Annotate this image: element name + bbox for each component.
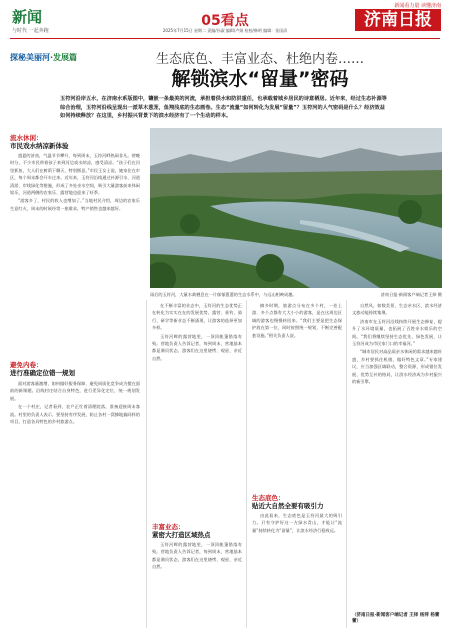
photo-caption xyxy=(150,292,442,298)
dateline: 2025年7月15日 星期二 责编/孙淑 编辑/卢娟 检校/修明 编辑：张国清 xyxy=(162,28,288,33)
section-title: 05看点 xyxy=(201,13,249,29)
section-subheading-3: 紧密大打造区域热点 xyxy=(152,531,211,539)
article-column-4 xyxy=(352,302,442,612)
brand-slogan: 新闻看力量 读懂济南 xyxy=(394,3,441,9)
article-paragraph: “城市居民对高品质亲水休闲的需求越来越旺盛，乡村要抓住机遇，做好特色文章。”专家建议，应当加强区域联动，整合资源，形成错位发展、优势互补的格局，让滨水经济成为乡村振兴的新引擎。 xyxy=(352,349,442,385)
article-paragraph: 自然风，如数美景，生态亲水区，滨水经济文旅动能持续集聚。 xyxy=(352,303,442,316)
column-tag-sub: ·发展篇 xyxy=(50,53,78,62)
logo-slogan: 与时代 一起奔跑 xyxy=(12,28,49,34)
brand-logo: 济南日报 xyxy=(355,9,441,31)
logo: 新闻 xyxy=(12,8,43,26)
article-column-3 xyxy=(252,302,342,487)
article-paragraph: 济南市在玉符河沿线持续开展生态修复，提升了水环境质量，也拓展了百姓亲水娱乐的空间。“我们将继续坚持生态优先、绿色发展，让玉符河成为市民家门口的幸福河。” xyxy=(352,318,442,347)
section-heading-4: 生态底色： xyxy=(252,494,285,502)
article-paragraph: 在一个村庄，记者看到，农户正忙着清理院落，准备迎接周末客流。村里的负责人表示，要坚持有序发展，防止各村一窝蜂地搞同样的项目，打造各具特色的乡村旅游点。 xyxy=(10,404,140,425)
article-paragraph: 玉符河畔的露营地里，一顶顶帐篷错落有致。营地负责人告诉记者，每到周末，营地基本都是满员状态，游客们在这里烧烤、观星、亲近自然。 xyxy=(152,333,242,361)
headline: 解锁滨水“留量”密码 xyxy=(171,68,349,90)
byline: （济南日报·新闻客户端记者 王择 杨萍 杨蕾蕾） xyxy=(352,613,440,624)
masthead xyxy=(0,0,450,40)
column-divider xyxy=(146,300,147,628)
article-paragraph: 由此看来，生态底色是玉符河最大的吸引力。只有守护好这一方绿水青山，才能让“流量”持续转化为“留量”，让滨水经济行稳致远。 xyxy=(252,513,342,533)
header-rule xyxy=(10,38,440,39)
article-column-2b xyxy=(152,541,242,629)
article-paragraph: 面对游客量激增，如何做好服务保障、避免同质化竞争成为摆在面前的新课题。沿线村庄结合自身特色，进行差异化定位，统一规划发展。 xyxy=(10,381,140,401)
article-paragraph: 在不断丰富的业态中，玉符河的生态优势正在转化为实实在在的发展优势。露营、垂钓、骑行、研学等新业态不断涌现，让游客的选择更加多样。 xyxy=(152,303,242,331)
article-column-2 xyxy=(152,302,242,517)
photo-caption-text: 雨后的玉符河，大量水禽栖息在一片郁郁葱葱的生态水系中，与远山相映成趣。 xyxy=(150,292,297,297)
column-tag xyxy=(10,52,77,63)
river-photo xyxy=(150,128,442,288)
river-photo-image xyxy=(150,128,442,288)
photo-credit: 济南日报·新闻客户端记者王择 摄 xyxy=(380,292,442,297)
article-paragraph: 玉符河畔的露营地里，一顶顶帐篷错落有致。营地负责人告诉记者，每到周末，营地基本都是满员状态，游客们在这里烧烤、观星、亲近自然。 xyxy=(152,542,242,570)
section-heading-2: 避免内卷： xyxy=(10,361,43,369)
section-subheading-1: 市民戏水纳凉新体验 xyxy=(10,142,69,150)
section-subheading-2: 进行准确定位错一规划 xyxy=(10,369,75,377)
section-subheading-4: 贴近大自然全要有吸引力 xyxy=(252,502,324,510)
column-tag-label: 探秘美丽河 xyxy=(10,53,50,62)
article-paragraph: 盛夏的济南，气温节节攀升，每到周末，玉符河畔热闹非凡。傍晚时分，不少市民带着孩子来到河边戏水纳凉，感受清凉。“孩子们在河里抓鱼，大人们在树荫下聊天，特别惬意。”市民王女士说，她家住在市区，每个周末都会开车过来。近年来，玉符河沿线通过补源引水、河道清淤、岸线绿化等措施，形成了多处亲水空间，吸引大量游客前来休闲娱乐，河道两侧的农家乐、露营地也迎来了旺季。 xyxy=(10,153,140,196)
article-paragraph: “游客多了，村民的收入也增加了。”当地村民介绍，周边的农家乐生意红火，周末的时候经常一座难求，特产销售也越来越好。 xyxy=(10,198,140,211)
section-heading-3: 丰富业态： xyxy=(152,523,185,531)
kicker: 生态底色、丰富业态、杜绝内卷…… xyxy=(155,52,364,67)
column-divider xyxy=(246,300,247,628)
article-paragraph: 摘多时期，旅游点分布在多个村，一处上游、多个点都有大大小小的游客，是在这周边区域的游客也慢慢转回来。“我们主要是把生态保护放在第一位，同时按照统一规划，不断完善配套设施。”相关负责人说。 xyxy=(252,303,342,338)
article-column-1b xyxy=(10,380,140,630)
article-column-3b xyxy=(252,512,342,629)
lead-paragraph: 玉符河沿岸五水，在济南水系版图中，镶嵌一条最美的河流，承担着供水和防洪重任，也承载着城乡居民的诗意栖居。近年来，经过生态补源等综合治理，玉符河沿线呈现出一派草木葱茏，鱼翔浅底的生态画卷。生态“流量”如何转化为发展“留量”？玉符河的人气密码是什么？经济效益如何持续释放？在这里，乡村振兴背景下的滨水经济有了一个生动的样本。 xyxy=(60,96,387,119)
article-column-1 xyxy=(10,152,140,352)
column-divider xyxy=(346,300,347,628)
section-heading-1: 流水休闲： xyxy=(10,134,43,142)
